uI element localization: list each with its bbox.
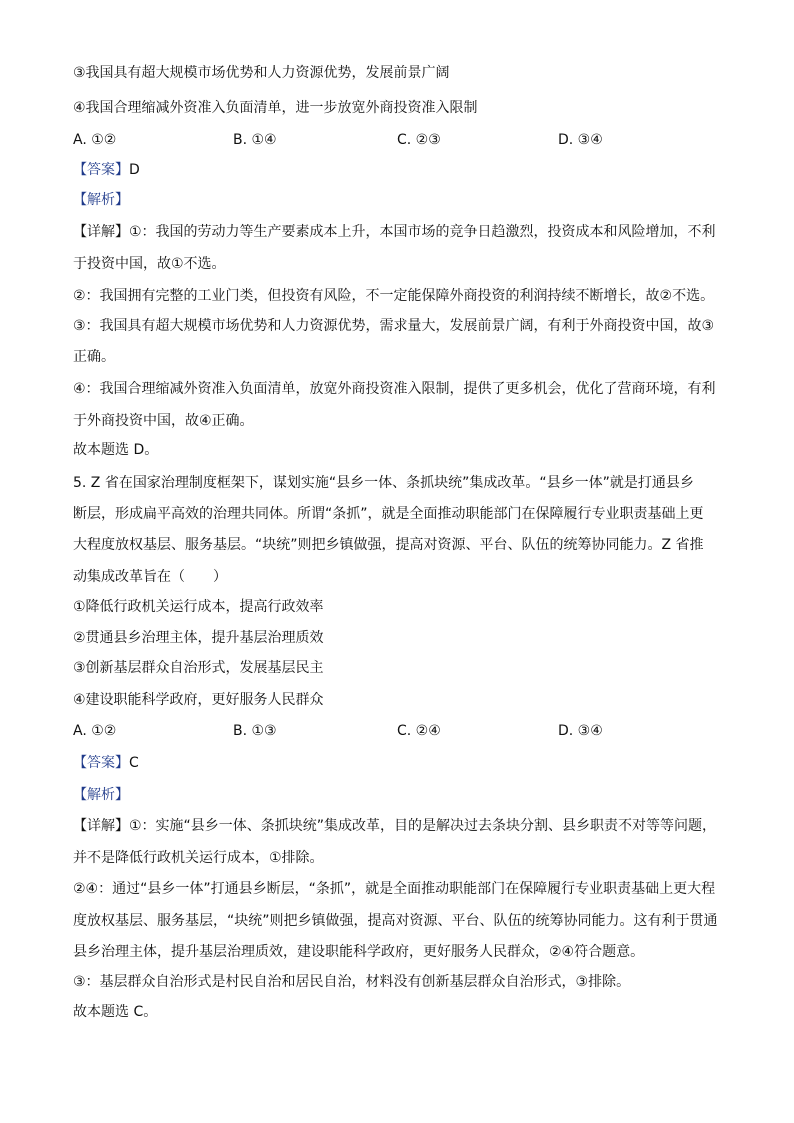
option-d: D. ③④ — [558, 132, 603, 148]
detail-line — [73, 223, 716, 241]
answer-line — [73, 754, 139, 772]
option-a: A. ①② — [73, 132, 117, 148]
detail-tag: 【详解】 — [73, 224, 129, 240]
detail-line: ④：我国合理缩减外资准入负面清单，放宽外商投资准入限制，提供了更多机会，优化了营商环境，有利 — [73, 381, 716, 397]
statement-4: ④建设职能科学政府，更好服务人民群众 — [73, 692, 324, 708]
statement-3: ③我国具有超大规模市场优势和人力资源优势，发展前景广阔 — [73, 65, 450, 81]
stem-line: 断层，形成扁平高效的治理共同体。所谓“条抓”，就是全面推动职能部门在保障履行专业职责基础上更 — [73, 506, 704, 522]
detail-text: ①：我国的劳动力等生产要素成本上升，本国市场的竞争日趋激烈，投资成本和风险增加，不利 — [129, 224, 716, 240]
detail-line: ②④：通过“县乡一体”打通县乡断层，“条抓”，就是全面推动职能部门在保障履行专业职责基础上更大程 — [73, 881, 716, 897]
detail-line: 于外商投资中国，故④正确。 — [73, 413, 254, 429]
detail-line: 度放权基层、服务基层，“块统”则把乡镇做强，提高对资源、平台、队伍的统筹协同能力。这有利于贯通 — [73, 913, 718, 929]
detail-line: 正确。 — [73, 349, 115, 365]
answer-tag: 【答案】 — [73, 162, 129, 178]
answer-value: D — [129, 162, 140, 178]
detail-line: 县乡治理主体，提升基层治理质效，建设职能科学政府，更好服务人民群众，②④符合题意。 — [73, 944, 645, 960]
answer-line — [73, 161, 140, 179]
analysis-tag: 【解析】 — [73, 787, 129, 803]
detail-line: 于投资中国，故①不选。 — [73, 256, 226, 272]
stem-line: 动集成改革旨在（ ） — [73, 569, 227, 585]
conclusion-line: 故本题选 D。 — [73, 442, 159, 458]
stem-line: 5. Z 省在国家治理制度框架下，谋划实施“县乡一体、条抓块统”集成改革。“县乡一体”就是打通县乡 — [73, 475, 694, 491]
option-d: D. ③④ — [558, 723, 603, 739]
option-b: B. ①③ — [233, 723, 277, 739]
detail-text: ①：实施“县乡一体、条抓块统”集成改革，目的是解决过去条块分割、县乡职责不对等等问题， — [129, 818, 717, 834]
statement-3: ③创新基层群众自治形式，发展基层民主 — [73, 660, 324, 676]
answer-value: C — [129, 755, 139, 771]
statement-4: ④我国合理缩减外资准入负面清单，进一步放宽外商投资准入限制 — [73, 100, 478, 116]
detail-line: ②：我国拥有完整的工业门类，但投资有风险，不一定能保障外商投资的利润持续不断增长，故②不选。 — [73, 288, 715, 304]
option-a: A. ①② — [73, 723, 117, 739]
option-c: C. ②③ — [397, 132, 441, 148]
detail-line — [73, 817, 716, 835]
detail-tag: 【详解】 — [73, 818, 129, 834]
detail-line: ③：基层群众自治形式是村民自治和居民自治，材料没有创新基层群众自治形式，③排除。 — [73, 974, 631, 990]
statement-1: ①降低行政机关运行成本，提高行政效率 — [73, 599, 324, 615]
analysis-tag: 【解析】 — [73, 192, 129, 208]
option-c: C. ②④ — [397, 723, 441, 739]
stem-line: 大程度放权基层、服务基层。“块统”则把乡镇做强，提高对资源、平台、队伍的统筹协同能力。Z 省推 — [73, 537, 704, 553]
statement-2: ②贯通县乡治理主体，提升基层治理质效 — [73, 630, 324, 646]
conclusion-line: 故本题选 C。 — [73, 1004, 158, 1020]
answer-tag: 【答案】 — [73, 755, 129, 771]
option-b: B. ①④ — [233, 132, 277, 148]
detail-line: ③：我国具有超大规模市场优势和人力资源优势，需求量大，发展前景广阔，有利于外商投资中国，故③ — [73, 318, 715, 334]
detail-line: 并不是降低行政机关运行成本，①排除。 — [73, 850, 324, 866]
